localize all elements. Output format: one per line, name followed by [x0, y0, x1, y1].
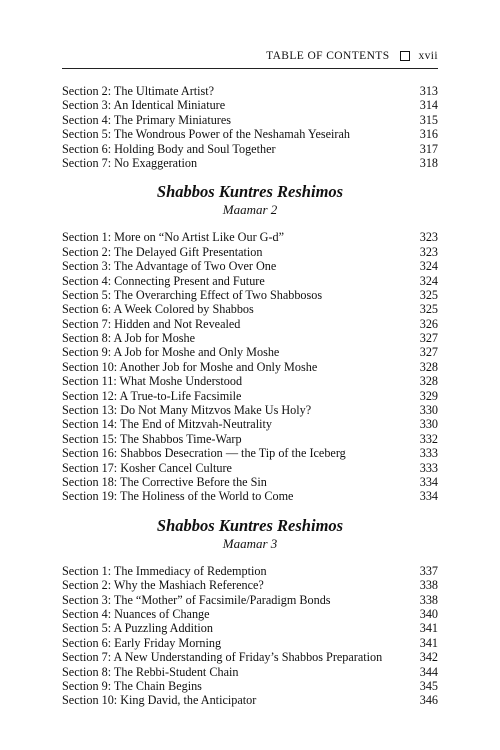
toc-entry: [62, 593, 438, 607]
toc-entry-title: Section 13: Do Not Many Mitzvos Make Us Holy?: [62, 403, 312, 418]
toc-entry-page: 328: [419, 374, 438, 389]
toc-entry-title: Section 1: More on “No Artist Like Our G-d”: [62, 230, 285, 245]
toc-entry-page: 314: [419, 98, 438, 113]
toc-entry-title: Section 4: The Primary Miniatures: [62, 112, 232, 127]
toc-entry-title: Section 9: A Job for Moshe and Only Moshe: [62, 345, 280, 360]
toc-entry-page: 324: [419, 273, 438, 288]
toc-entry: [62, 607, 438, 621]
toc-entry: [62, 317, 438, 331]
toc-entry-page: 326: [419, 316, 438, 331]
toc-entry-title: Section 7: A New Understanding of Friday’s Shabbos Preparation: [62, 650, 383, 665]
toc-entry-page: 342: [419, 650, 438, 665]
toc-entry-page: 324: [419, 259, 438, 274]
toc-entry-page: 341: [419, 621, 438, 636]
toc-entry: [62, 113, 438, 127]
toc-entry-page: 332: [419, 431, 438, 446]
toc-entry-page: 330: [419, 403, 438, 418]
toc-entry-title: Section 18: The Corrective Before the Sin: [62, 474, 267, 489]
toc-group-maamar-2: [62, 182, 438, 503]
toc-entry: [62, 432, 438, 446]
toc-entry-page: 330: [419, 417, 438, 432]
toc-entry: [62, 650, 438, 664]
toc-entry-title: Section 8: The Rebbi-Student Chain: [62, 664, 239, 679]
toc-entry: [62, 302, 438, 316]
toc-entry: [62, 360, 438, 374]
toc-entry-title: Section 6: Early Friday Morning: [62, 635, 222, 650]
toc-entry-page: 329: [419, 388, 438, 403]
toc-entry-title: Section 5: The Wondrous Power of the Neshamah Yeseirah: [62, 127, 350, 142]
toc-entry-title: Section 5: The Overarching Effect of Two Shabbosos: [62, 287, 323, 302]
toc-entry-page: 333: [419, 446, 438, 461]
toc-entry-page: 344: [419, 664, 438, 679]
toc-entry-title: Section 11: What Moshe Understood: [62, 374, 243, 389]
toc-entry-title: Section 3: An Identical Miniature: [62, 98, 226, 113]
toc-entry-title: Section 14: The End of Mitzvah-Neutrality: [62, 417, 272, 432]
toc-entry-title: Section 17: Kosher Cancel Culture: [62, 460, 232, 475]
toc-entry-title: Section 2: The Ultimate Artist?: [62, 84, 215, 98]
toc-entry-title: Section 16: Shabbos Desecration — the Tip of the Iceberg: [62, 446, 346, 461]
toc-entry-title: Section 10: King David, the Anticipator: [62, 693, 257, 708]
toc-entry-page: 327: [419, 331, 438, 346]
toc-entries: [62, 564, 438, 708]
toc-entry: [62, 374, 438, 388]
running-header: [62, 50, 438, 62]
header-rule: [62, 68, 438, 69]
toc-entry: [62, 259, 438, 273]
toc-entry-title: Section 19: The Holiness of the World to Come: [62, 489, 294, 504]
toc-entry: [62, 331, 438, 345]
toc-entry-page: 338: [419, 578, 438, 593]
toc-entry-page: 334: [419, 489, 438, 504]
toc-entry-title: Section 4: Nuances of Change: [62, 606, 210, 621]
toc-entry: [62, 621, 438, 635]
toc-entry-title: Section 8: A Job for Moshe: [62, 331, 196, 346]
toc-entry: [62, 127, 438, 141]
toc-entry-title: Section 2: The Delayed Gift Presentation: [62, 244, 263, 259]
toc-entry: [62, 403, 438, 417]
toc-entry-page: 316: [419, 127, 438, 142]
toc-entry-page: 334: [419, 474, 438, 489]
toc-group-maamar-3: [62, 516, 438, 708]
toc-entry-page: 345: [419, 678, 438, 693]
toc-entry-title: Section 5: A Puzzling Addition: [62, 621, 213, 636]
toc-entry-page: 327: [419, 345, 438, 360]
toc-entry-page: 337: [419, 563, 438, 578]
toc-entry: [62, 288, 438, 302]
toc-entry-page: 338: [419, 592, 438, 607]
toc-entry: [62, 245, 438, 259]
toc-entry-page: 341: [419, 635, 438, 650]
toc-entry-title: Section 3: The Advantage of Two Over One: [62, 259, 277, 274]
toc-entry-title: Section 2: Why the Mashiach Reference?: [62, 578, 264, 593]
toc-entry: [62, 417, 438, 431]
toc-entries: [62, 84, 438, 170]
toc-entry: [62, 665, 438, 679]
toc-entry: [62, 489, 438, 503]
toc-entry-page: 317: [419, 141, 438, 156]
toc-entry: [62, 142, 438, 156]
toc-entry-page: 315: [419, 112, 438, 127]
toc-entry: [62, 475, 438, 489]
toc-entry-page: 346: [419, 693, 438, 708]
square-ornament-icon: [400, 51, 410, 61]
toc-entry-title: Section 12: A True-to-Life Facsimile: [62, 388, 242, 403]
toc-entry-title: Section 6: A Week Colored by Shabbos: [62, 302, 254, 317]
toc-entry-title: Section 3: The “Mother” of Facsimile/Paradigm Bonds: [62, 592, 331, 607]
section-subheading: Maamar 3: [222, 535, 278, 551]
toc-group-continued: [62, 84, 438, 170]
section-heading: Shabbos Kuntres Reshimos: [156, 182, 344, 202]
toc-entry-title: Section 15: The Shabbos Time-Warp: [62, 431, 242, 446]
toc-entry-page: 340: [419, 606, 438, 621]
header-title: TABLE OF CONTENTS: [266, 50, 390, 62]
toc-entry-title: Section 10: Another Job for Moshe and Only Moshe: [62, 359, 318, 374]
toc-entry: [62, 693, 438, 707]
toc-entries: [62, 230, 438, 503]
toc-entry-page: 333: [419, 460, 438, 475]
toc-entry: [62, 461, 438, 475]
toc-entry-title: Section 1: The Immediacy of Redemption: [62, 563, 267, 578]
toc-entry-title: Section 9: The Chain Begins: [62, 678, 202, 693]
toc-entry-page: 328: [419, 359, 438, 374]
toc-content: [62, 84, 438, 708]
toc-entry: [62, 446, 438, 460]
toc-entry-page: 325: [419, 287, 438, 302]
section-heading: Shabbos Kuntres Reshimos: [156, 515, 344, 535]
toc-entry-page: 318: [419, 155, 438, 170]
header-page-number: xvii: [418, 50, 438, 62]
toc-entry-title: Section 6: Holding Body and Soul Together: [62, 141, 276, 156]
toc-entry: [62, 636, 438, 650]
toc-entry-title: Section 7: No Exaggeration: [62, 155, 198, 170]
toc-entry-title: Section 7: Hidden and Not Revealed: [62, 316, 241, 331]
toc-entry: [62, 679, 438, 693]
toc-entry: [62, 564, 438, 578]
toc-entry-title: Section 4: Connecting Present and Future: [62, 273, 265, 288]
toc-entry: [62, 156, 438, 170]
toc-entry-page: 325: [419, 302, 438, 317]
section-subheading: Maamar 2: [222, 202, 278, 218]
toc-entry-page: 323: [419, 244, 438, 259]
toc-entry: [62, 274, 438, 288]
toc-entry: [62, 98, 438, 112]
toc-entry: [62, 578, 438, 592]
toc-entry: [62, 84, 438, 98]
toc-entry-page: 313: [419, 84, 438, 98]
toc-entry: [62, 389, 438, 403]
toc-entry-page: 323: [419, 230, 438, 245]
toc-entry: [62, 230, 438, 244]
toc-entry: [62, 345, 438, 359]
